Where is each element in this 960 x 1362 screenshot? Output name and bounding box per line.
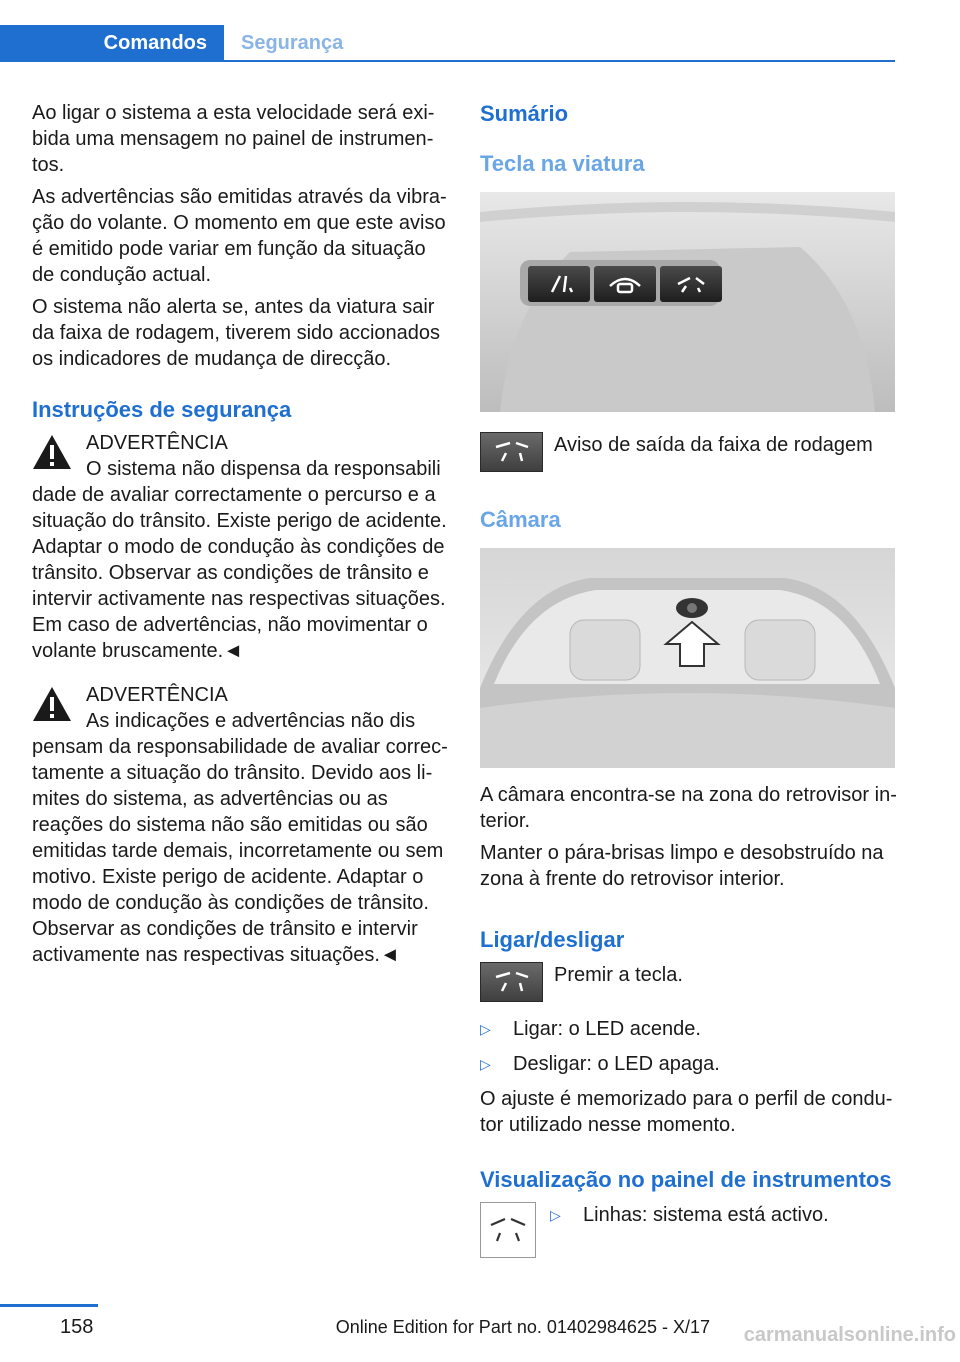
warning-triangle-icon — [32, 686, 72, 722]
vehicle-key-heading: Tecla na viatura — [480, 151, 645, 176]
camera-location-text: A câmara encontra-se na zona do retrovisor interior. — [480, 784, 897, 832]
warning-block-2 — [32, 682, 450, 968]
paragraph-speed-message: Ao ligar o sistema a esta velocidade será exibida uma mensagem no painel de instrumentos. — [32, 102, 435, 176]
list-item: ▷ Desligar: o LED apaga. — [480, 1053, 720, 1075]
key-caption: Aviso de saída da faixa de rodagem — [554, 434, 873, 456]
camera-heading: Câmara — [480, 507, 561, 532]
warning-triangle-icon — [32, 434, 72, 470]
cluster-list — [550, 1202, 829, 1237]
paragraph-indicators: O sistema não alerta se, antes da viatura sair da faixa de rodagem, tiverem sido accionados os indicadores de mudança de direcção. — [32, 296, 441, 370]
warning-body-2: pensam da responsabilidade de avaliar correctamente a situação do trânsito. Devido aos limites do sistema, as advertências ou as reações do sistema não são emitidas ou são emitidas tarde demais, incorretamente ou sem motivo. Existe perigo de acidente. Adaptar o modo de condução às condições de trânsito. Observar as condições de trânsito e intervir activamente nas respectivas situações.◄ — [32, 736, 448, 966]
triangle-bullet-icon: ▷ — [480, 1021, 491, 1037]
summary-heading: Sumário — [480, 101, 569, 126]
cluster-row — [480, 1202, 898, 1258]
key-caption-row — [480, 432, 898, 472]
warning-title-2: ADVERTÊNCIA — [86, 684, 228, 706]
footer-rule — [0, 1304, 98, 1307]
edition-note: Online Edition for Part no. 01402984625 - X/17 — [335, 1317, 710, 1337]
watermark: carmanualsonline.info — [743, 1324, 956, 1346]
warning-block-1 — [32, 430, 450, 664]
paragraph-vibration: As advertências são emitidas através da vibração do volante. O momento em que este aviso é emitido pode variar em função da situação de condução actual. — [32, 186, 447, 286]
safety-heading: Instruções de segurança — [32, 397, 292, 422]
warning-title-1: ADVERTÊNCIA — [86, 432, 228, 454]
page-number: 158 — [60, 1316, 94, 1338]
warning-first-line-1: O sistema não dispensa da responsabili — [86, 458, 441, 480]
right-column — [480, 100, 898, 1258]
key-panel-illustration — [480, 192, 895, 412]
left-column — [32, 100, 450, 968]
header-tabbar — [0, 25, 895, 62]
header-rule — [224, 60, 895, 62]
warning-first-line-2: As indicações e advertências não dis — [86, 710, 416, 732]
camera-illustration — [480, 548, 895, 768]
list-item: ▷ Linhas: sistema está activo. — [550, 1204, 829, 1226]
onoff-list — [480, 1016, 898, 1077]
triangle-bullet-icon: ▷ — [480, 1056, 491, 1072]
press-key-row — [480, 962, 898, 1002]
lane-departure-key-icon — [480, 432, 543, 472]
onoff-heading: Ligar/desligar — [480, 927, 625, 952]
lane-lines-icon — [480, 1202, 536, 1258]
triangle-bullet-icon: ▷ — [550, 1207, 561, 1223]
tab-comandos[interactable]: Comandos — [0, 25, 224, 62]
lane-departure-key-icon — [480, 962, 543, 1002]
tab-seguranca[interactable]: Segurança — [241, 32, 344, 54]
key-panel-photo — [480, 192, 895, 412]
press-key-text: Premir a tecla. — [554, 964, 683, 986]
warning-body-1: dade de avaliar correctamente o percurso e a situação do trânsito. Existe perigo de acidente. Adaptar o modo de condução às condições de trânsito. Observar as condições de trânsito e intervir activamente nas respectivas situações. Em caso de advertências, não movimentar o volante bruscamente.◄ — [32, 484, 447, 662]
list-item: ▷ Ligar: o LED acende. — [480, 1018, 701, 1040]
camera-photo — [480, 548, 895, 768]
profile-note: O ajuste é memorizado para o perfil de condutor utilizado nesse momento. — [480, 1088, 893, 1136]
camera-clean-text: Manter o pára-brisas limpo e desobstruído na zona à frente do retrovisor interior. — [480, 842, 884, 890]
cluster-heading: Visualização no painel de instrumentos — [480, 1167, 892, 1192]
